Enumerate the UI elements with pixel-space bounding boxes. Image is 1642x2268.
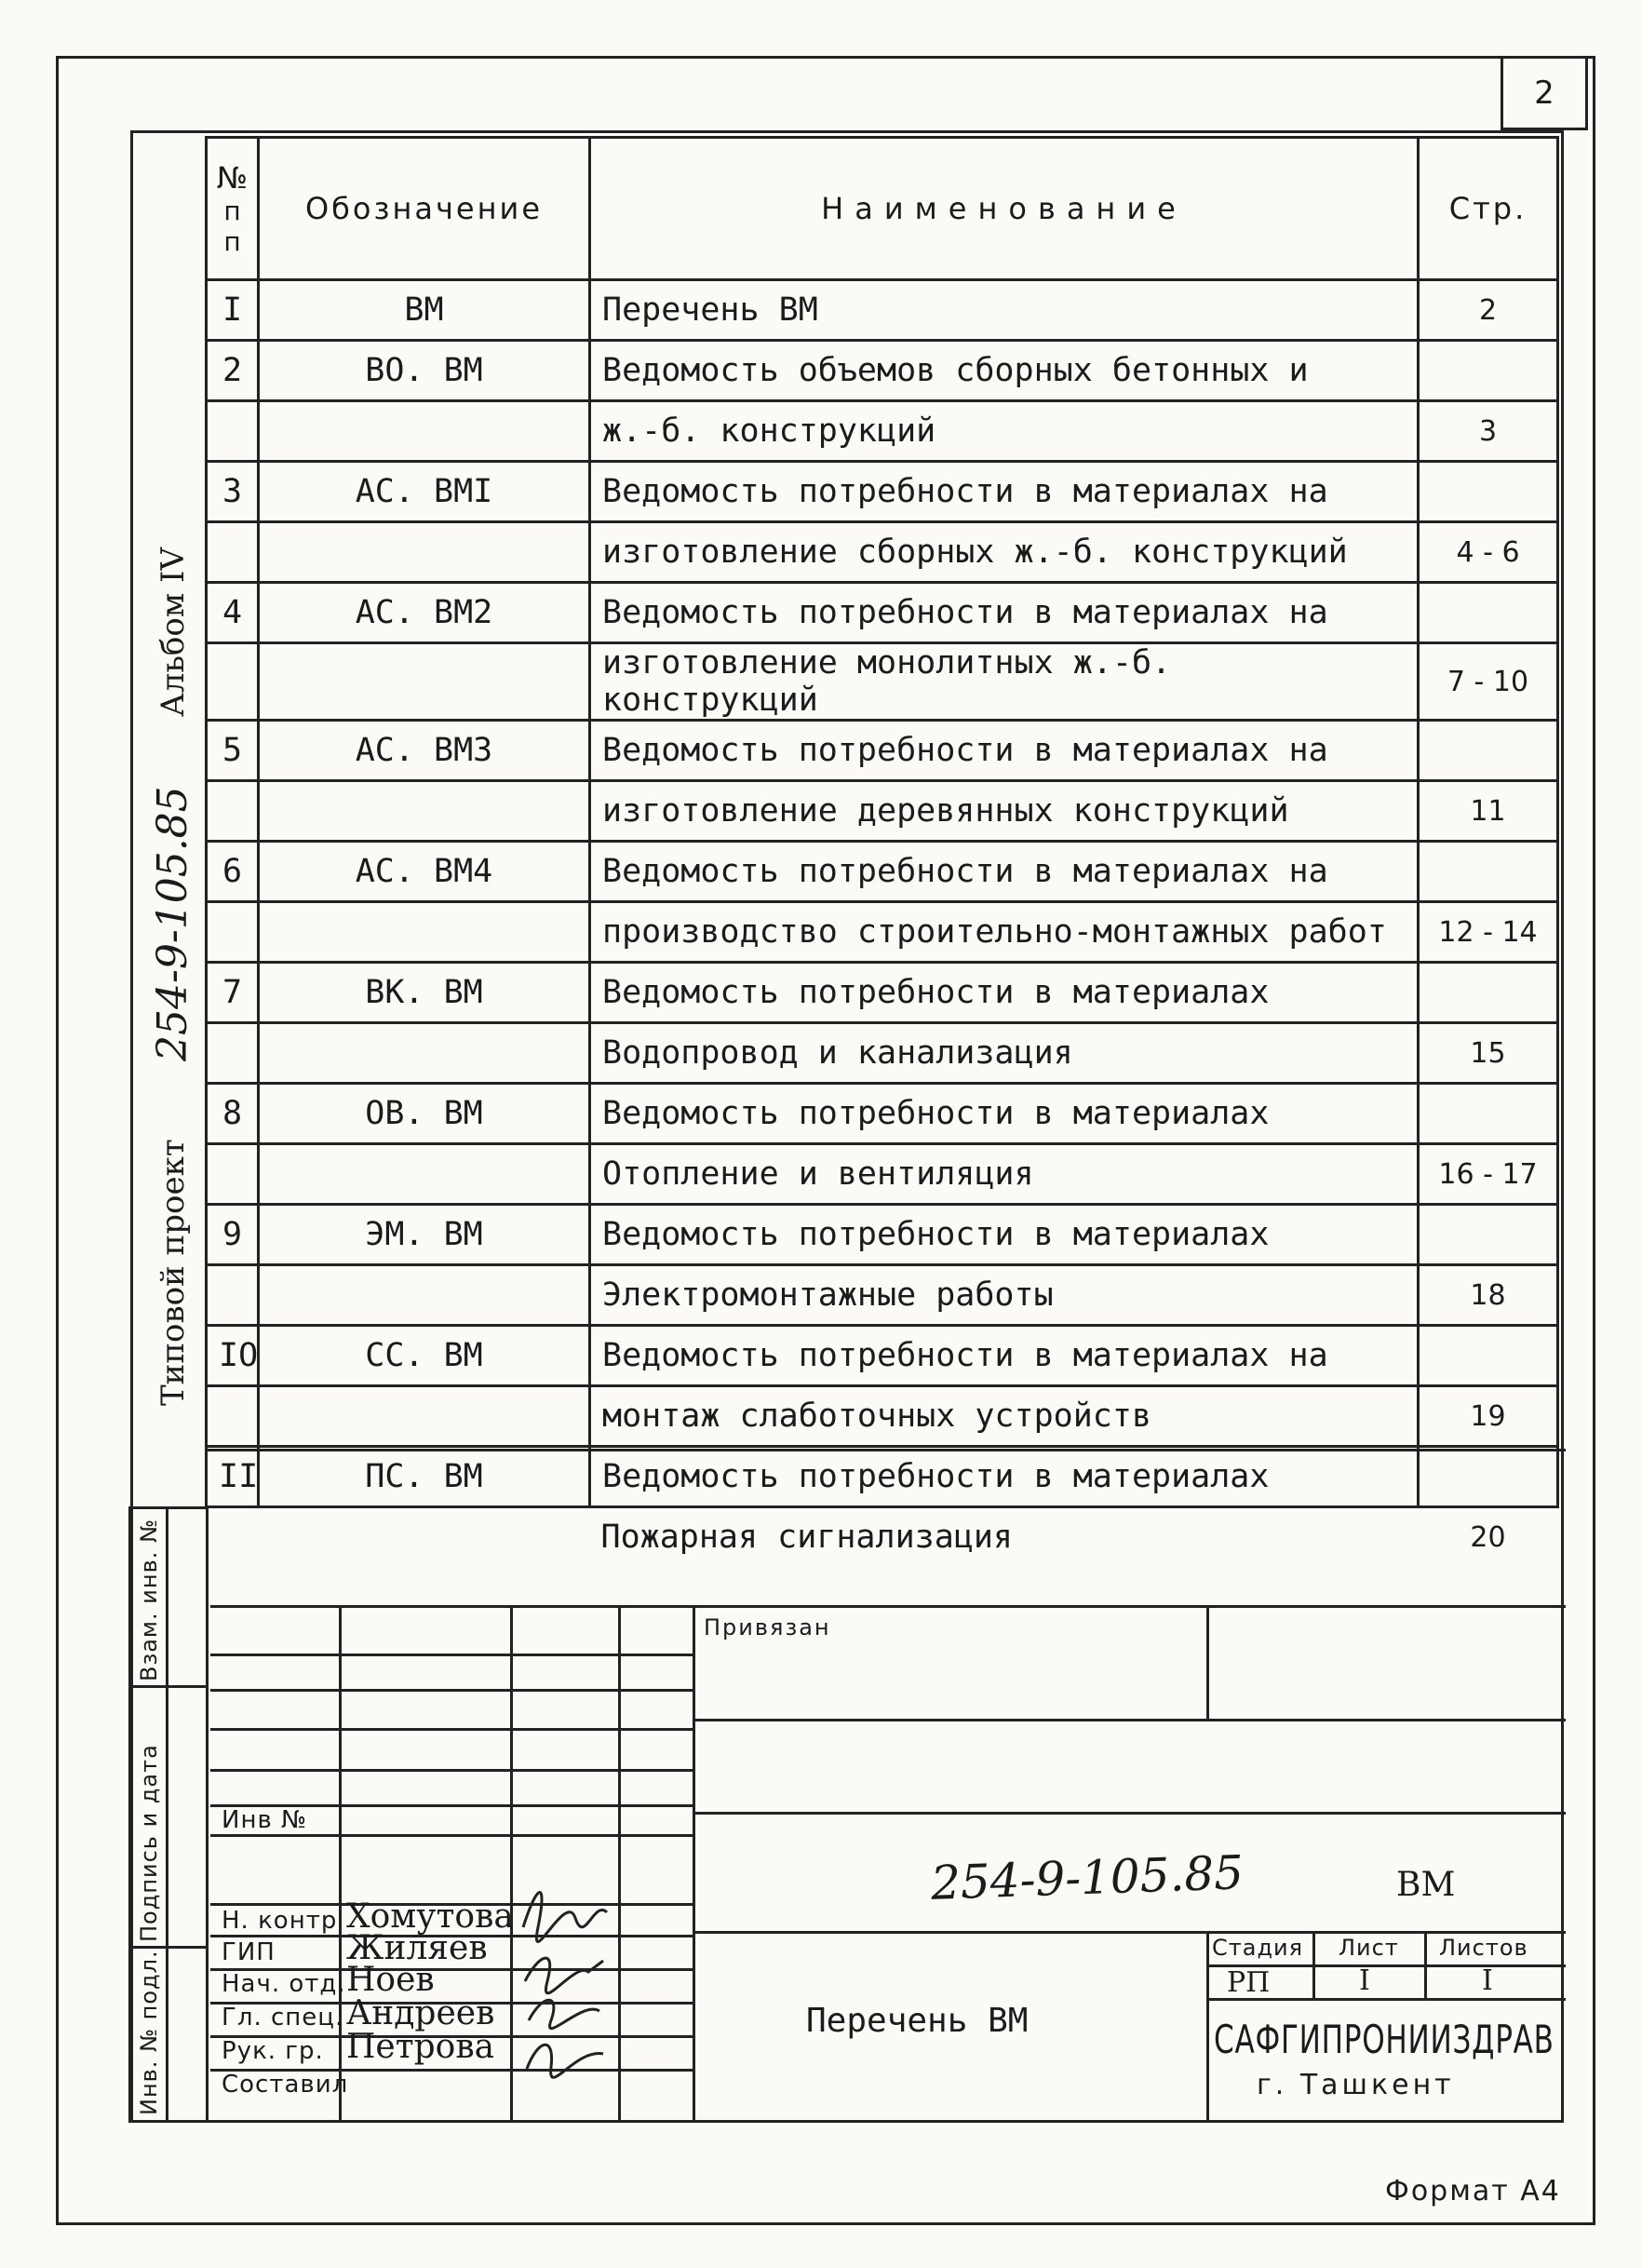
tb-right-hline-3	[693, 1931, 1566, 1934]
table-row	[207, 1265, 1558, 1326]
row-page	[1419, 583, 1558, 643]
row-page: 20	[1470, 1520, 1506, 1554]
row-title: Перечень ВМ	[590, 280, 1419, 341]
sheet-header: Лист	[1339, 1935, 1399, 1961]
table-row	[207, 902, 1558, 963]
row-page: 2	[1419, 280, 1558, 341]
row-title: изготовление монолитных ж.-б. конструкций	[590, 643, 1419, 721]
row-code: АС. ВМI	[259, 462, 590, 522]
last-row-overflow-line	[207, 1449, 1566, 1451]
header-number-top: №	[216, 160, 249, 196]
row-page	[1419, 462, 1558, 522]
row-title: Ведомость потребности в материалах на	[590, 721, 1419, 781]
row-page	[1419, 963, 1558, 1023]
row-number	[207, 902, 259, 963]
row-code: АС. ВМ4	[259, 842, 590, 902]
table-row	[207, 1084, 1558, 1144]
row-code	[259, 1507, 590, 1567]
row-title: изготовление сборных ж.-б. конструкций	[590, 522, 1419, 583]
table-row	[207, 462, 1558, 522]
row-code	[259, 1386, 590, 1447]
row-number	[207, 1023, 259, 1084]
table-row	[207, 341, 1558, 401]
table-row	[207, 842, 1558, 902]
tb-vline-a	[339, 1605, 342, 2123]
row-code	[259, 781, 590, 842]
signature-2	[525, 1958, 603, 1993]
project-code-handwritten: 254-9-105.85	[149, 786, 196, 1061]
row-title: Водопровод и канализация	[590, 1023, 1419, 1084]
row-number: 3	[207, 462, 259, 522]
row-title: Ведомость потребности в материалах на	[590, 842, 1419, 902]
role-label: Гл. спец.	[222, 2004, 344, 2032]
row-page: 15	[1419, 1023, 1558, 1084]
tb-vline-c	[618, 1605, 621, 2123]
row-code	[259, 902, 590, 963]
tb-right-vline-stage	[1206, 1931, 1209, 2123]
row-number: 6	[207, 842, 259, 902]
row-page	[1419, 1447, 1558, 1507]
row-code	[259, 1265, 590, 1326]
stage-header: Стадия	[1212, 1935, 1304, 1961]
table-row	[207, 1205, 1558, 1265]
table-row	[207, 280, 1558, 341]
row-number: 7	[207, 963, 259, 1023]
table-row	[207, 963, 1558, 1023]
table-row	[207, 401, 1558, 462]
row-code: СС. ВМ	[259, 1326, 590, 1386]
row-page: 7 - 10	[1419, 643, 1558, 721]
row-title: производство строительно-монтажных работ	[590, 902, 1419, 963]
doc-mark: ВМ	[1396, 1866, 1456, 1904]
row-title: изготовление деревянных конструкций	[590, 781, 1419, 842]
doc-code-handwritten: 254-9-105.85	[930, 1845, 1245, 1910]
tb-hline-3	[210, 1728, 694, 1731]
table-row	[207, 1144, 1558, 1205]
row-page: 19	[1419, 1386, 1558, 1447]
tb-hline-1	[210, 1654, 694, 1656]
person-name: Ноев	[346, 1961, 435, 1999]
row-number: 2	[207, 341, 259, 401]
row-code: ВМ	[259, 280, 590, 341]
row-page: 11	[1419, 781, 1558, 842]
row-title: Пожарная сигнализация	[600, 1519, 1014, 1556]
project-type-label: Типовой проект	[155, 1139, 192, 1406]
person-name: Петрова	[346, 2028, 495, 2066]
row-page	[1419, 1084, 1558, 1144]
person-name: Андреев	[346, 1994, 495, 2032]
row-code	[259, 643, 590, 721]
row-title: монтаж слаботочных устройств	[590, 1386, 1419, 1447]
row-page	[1419, 1326, 1558, 1386]
tb-right-vline-privyazan	[1206, 1605, 1209, 1721]
row-number	[207, 781, 259, 842]
table-row	[207, 1507, 1558, 1567]
role-label: Н. контр	[222, 1907, 338, 1935]
sheet-title: Перечень ВМ	[806, 2002, 1029, 2040]
row-title: Ведомость потребности в материалах на	[590, 1326, 1419, 1386]
row-code: ПС. ВМ	[259, 1447, 590, 1507]
left-column-hline-2	[128, 1946, 209, 1949]
row-number	[207, 1265, 259, 1326]
signatures-handwritten	[510, 1871, 618, 2086]
table-row	[207, 583, 1558, 643]
row-number	[207, 522, 259, 583]
tb-hline-6	[210, 1834, 694, 1837]
person-name: Жиляев	[346, 1929, 488, 1967]
signature-1	[523, 1893, 607, 1942]
header-number-bottom: п п	[223, 196, 241, 257]
row-code	[259, 401, 590, 462]
tb-hline-4	[210, 1769, 694, 1772]
row-page	[1419, 341, 1558, 401]
row-page: 16 - 17	[1419, 1144, 1558, 1205]
role-label: Рук. гр.	[222, 2037, 324, 2065]
row-title: Ведомость потребности в материалах	[590, 963, 1419, 1023]
left-column-divider	[166, 1506, 168, 2123]
row-title: Отопление и вентиляция	[590, 1144, 1419, 1205]
row-title: ж.-б. конструкций	[590, 401, 1419, 462]
row-code: ВО. ВМ	[259, 341, 590, 401]
row-code: АС. ВМ3	[259, 721, 590, 781]
row-code: АС. ВМ2	[259, 583, 590, 643]
row-code	[259, 1144, 590, 1205]
row-title: Ведомость потребности в материалах	[590, 1084, 1419, 1144]
vzam-inv-label: Взам. инв. №	[136, 1519, 162, 1681]
signature-4	[527, 2045, 603, 2077]
sheet-value: I	[1359, 1964, 1370, 1997]
row-code: ЭМ. ВМ	[259, 1205, 590, 1265]
row-code	[259, 522, 590, 583]
row-number	[207, 1144, 259, 1205]
table-row	[207, 522, 1558, 583]
row-code: ОВ. ВМ	[259, 1084, 590, 1144]
album-label: Альбом IV	[155, 547, 192, 717]
left-column-hline-1	[128, 1685, 209, 1688]
row-number: 5	[207, 721, 259, 781]
row-page: 3	[1419, 401, 1558, 462]
row-title: Ведомость потребности в материалах	[590, 1205, 1419, 1265]
row-page	[1419, 842, 1558, 902]
tb-right-hline-1	[693, 1719, 1566, 1721]
signature-3	[529, 2000, 599, 2028]
row-title: Ведомость потребности в материалах на	[590, 462, 1419, 522]
role-label: Нач. отд.	[222, 1970, 346, 1998]
header-number	[207, 138, 259, 280]
person-name: Хомутова	[346, 1897, 514, 1936]
header-designation: Обозначение	[259, 138, 590, 280]
organization-city: г. Ташкент	[1257, 2069, 1455, 2101]
organization-name: САФГИПРОНИИЗДРАВ	[1214, 2017, 1555, 2062]
header-name: Наименование	[590, 138, 1419, 280]
table-row	[207, 1386, 1558, 1447]
row-number	[207, 1386, 259, 1447]
row-title: Ведомость объемов сборных бетонных и	[590, 341, 1419, 401]
table-row	[207, 721, 1558, 781]
header-page: Стр.	[1419, 138, 1558, 280]
row-number: IO	[207, 1326, 259, 1386]
row-code: ВК. ВМ	[259, 963, 590, 1023]
format-label: Формат А4	[1385, 2175, 1561, 2207]
row-number: 8	[207, 1084, 259, 1144]
table-row	[207, 1023, 1558, 1084]
role-label: ГИП	[222, 1938, 276, 1966]
row-number: I	[207, 280, 259, 341]
privyazan-label: Привязан	[704, 1614, 831, 1640]
row-page: 18	[1419, 1265, 1558, 1326]
row-page	[1419, 721, 1558, 781]
table-row	[207, 781, 1558, 842]
sheets-header: Листов	[1439, 1935, 1528, 1961]
row-number: 4	[207, 583, 259, 643]
role-label: Составил	[222, 2071, 349, 2099]
sign-date-label: Подпись и дата	[136, 1744, 162, 1942]
row-number: 9	[207, 1205, 259, 1265]
row-page: 4 - 6	[1419, 522, 1558, 583]
row-code	[259, 1023, 590, 1084]
row-title: Ведомость потребности в материалах на	[590, 583, 1419, 643]
tb-hline-2	[210, 1689, 694, 1692]
table-header-row	[207, 138, 1558, 280]
row-page: 12 - 14	[1419, 902, 1558, 963]
sheets-value: I	[1482, 1964, 1493, 1997]
table-row	[207, 643, 1558, 721]
table-row	[207, 1447, 1558, 1507]
tb-vline-d	[693, 1605, 695, 2123]
page-number: 2	[1501, 56, 1588, 130]
table-row	[207, 1326, 1558, 1386]
row-page	[1419, 1205, 1558, 1265]
tb-right-hline-2	[693, 1812, 1566, 1815]
row-number	[207, 1507, 259, 1567]
row-number	[207, 401, 259, 462]
inv-orig-label: Инв. № подл.	[136, 1950, 162, 2115]
row-title: Электромонтажные работы	[590, 1265, 1419, 1326]
inv-no-label: Инв №	[222, 1806, 308, 1834]
row-number: II	[207, 1447, 259, 1507]
row-number	[207, 643, 259, 721]
stage-value: РП	[1227, 1966, 1271, 1999]
row-title: Ведомость потребности в материалах	[590, 1447, 1419, 1507]
contents-table	[205, 136, 1559, 1566]
